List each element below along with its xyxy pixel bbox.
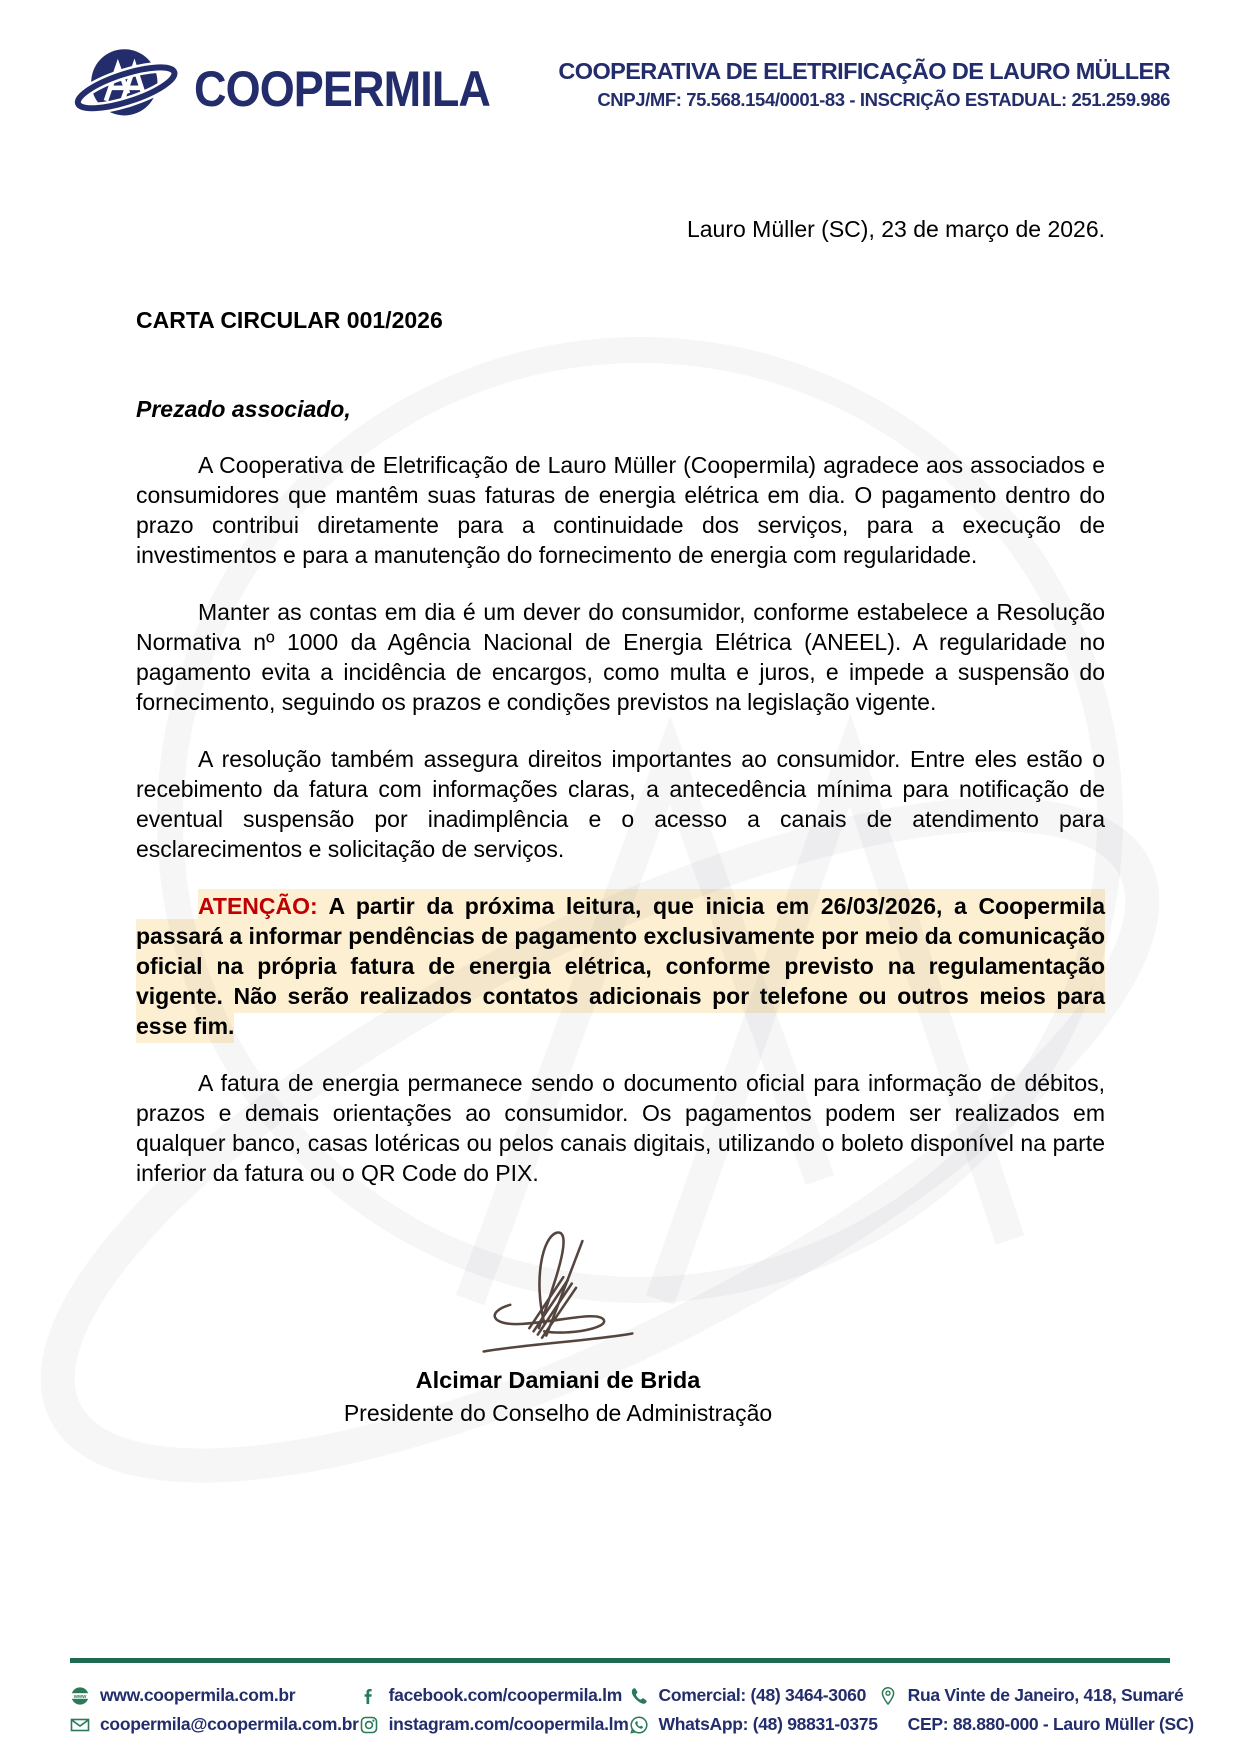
email-text: coopermila@coopermila.com.br [100,1714,359,1734]
date-line: Lauro Müller (SC), 23 de março de 2026. [686,216,1105,242]
phone-icon [629,1686,649,1706]
facebook-text: facebook.com/coopermila.lm [388,1685,622,1705]
signer-name: Alcimar Damiani de Brida [415,1367,701,1393]
attention-body: A partir da próxima leitura, que inicia em 26/03/2026, a Coopermila passará a informar pendências de pagamento exclusivamente por meio da comunicação oficial na própria fatura de energia elétrica, conforme previsto na regulamentação vigente. Não serão realizados contatos adicionais por telefone ou outros meios para esse fim. [136,893,1105,1039]
footer-divider [70,1658,1170,1663]
org-registration: CNPJ/MF: 75.568.154/0001-83 - INSCRIÇÃO ESTADUAL: 251.259.986 [597,89,1170,110]
footer-web-column [70,1685,359,1735]
instagram-text: instagram.com/coopermila.lm [388,1714,629,1734]
org-name: COOPERATIVA DE ELETRIFICAÇÃO DE LAURO MÜLLER [558,58,1170,84]
letterhead [0,0,1242,132]
globe-www-icon [70,1686,90,1706]
whatsapp-icon [629,1715,649,1735]
address-text-line1: Rua Vinte de Janeiro, 418, Sumaré [907,1685,1184,1705]
salutation: Prezado associado, [136,396,351,422]
address-text-line2: CEP: 88.880-000 - Lauro Müller (SC) [907,1714,1194,1734]
email-icon [70,1715,90,1735]
location-pin-icon [878,1686,898,1706]
address-item-line2 [878,1714,1194,1735]
instagram-item [359,1714,629,1735]
facebook-item [359,1685,629,1706]
email-item [70,1714,359,1735]
paragraph-2: Manter as contas em dia é um dever do consumidor, conforme estabelece a Resolução Normativa nº 1000 da Agência Nacional de Energia Elétrica (ANEEL). A regularidade no pagamento evita a incidência de encargos, como multa e juros, e impede a suspensão do fornecimento, seguindo os prazos e condições previstos na legislação vigente. [136,599,1105,715]
signature-block [136,1222,980,1427]
attention-highlight [136,889,1105,1043]
brand-name: COOPERMILA [194,61,491,117]
website-text: www.coopermila.com.br [100,1685,296,1705]
coopermila-logo-icon [72,40,184,132]
website-item [70,1685,359,1706]
whatsapp-item [629,1714,878,1735]
attention-paragraph [136,891,1105,1041]
handwritten-signature [478,1222,638,1360]
address-item-line1 [878,1685,1194,1706]
footer [70,1658,1194,1735]
paragraph-1: A Cooperativa de Eletrificação de Lauro Müller (Coopermila) agradece aos associados e consumidores que mantêm suas faturas de energia elétrica em dia. O pagamento dentro do prazo contribui diretamente para a continuidade dos serviços, para a execução de investimentos e para a manutenção do fornecimento de energia com regularidade. [136,452,1105,568]
instagram-icon [359,1715,379,1735]
brand-block [72,40,523,132]
org-info-block [558,58,1170,111]
signer-role: Presidente do Conselho de Administração [343,1400,773,1426]
footer-phone-column [629,1685,878,1735]
footer-address-column [878,1685,1194,1735]
document-title: CARTA CIRCULAR 001/2026 [136,307,443,333]
footer-social-column [359,1685,629,1735]
closing-paragraph: A fatura de energia permanece sendo o documento oficial para informação de débitos, prazos e demais orientações ao consumidor. Os pagamentos podem ser realizados em qualquer banco, casas lotéricas ou pelos canais digitais, utilizando o boleto disponível na parte inferior da fatura ou o QR Code do PIX. [136,1070,1105,1186]
facebook-icon [359,1686,379,1706]
svg-text:www: www [73,1693,87,1700]
whatsapp-text: WhatsApp: (48) 98831-0375 [658,1714,878,1734]
phone-text: Comercial: (48) 3464-3060 [658,1685,866,1705]
paragraph-3: A resolução também assegura direitos importantes ao consumidor. Entre eles estão o recebimento da fatura com informações claras, a antecedência mínima para notificação de eventual suspensão por inadimplência e o acesso a canais de atendimento para esclarecimentos e solicitação de serviços. [136,746,1105,862]
phone-item [629,1685,878,1706]
attention-label: ATENÇÃO: [198,893,318,919]
